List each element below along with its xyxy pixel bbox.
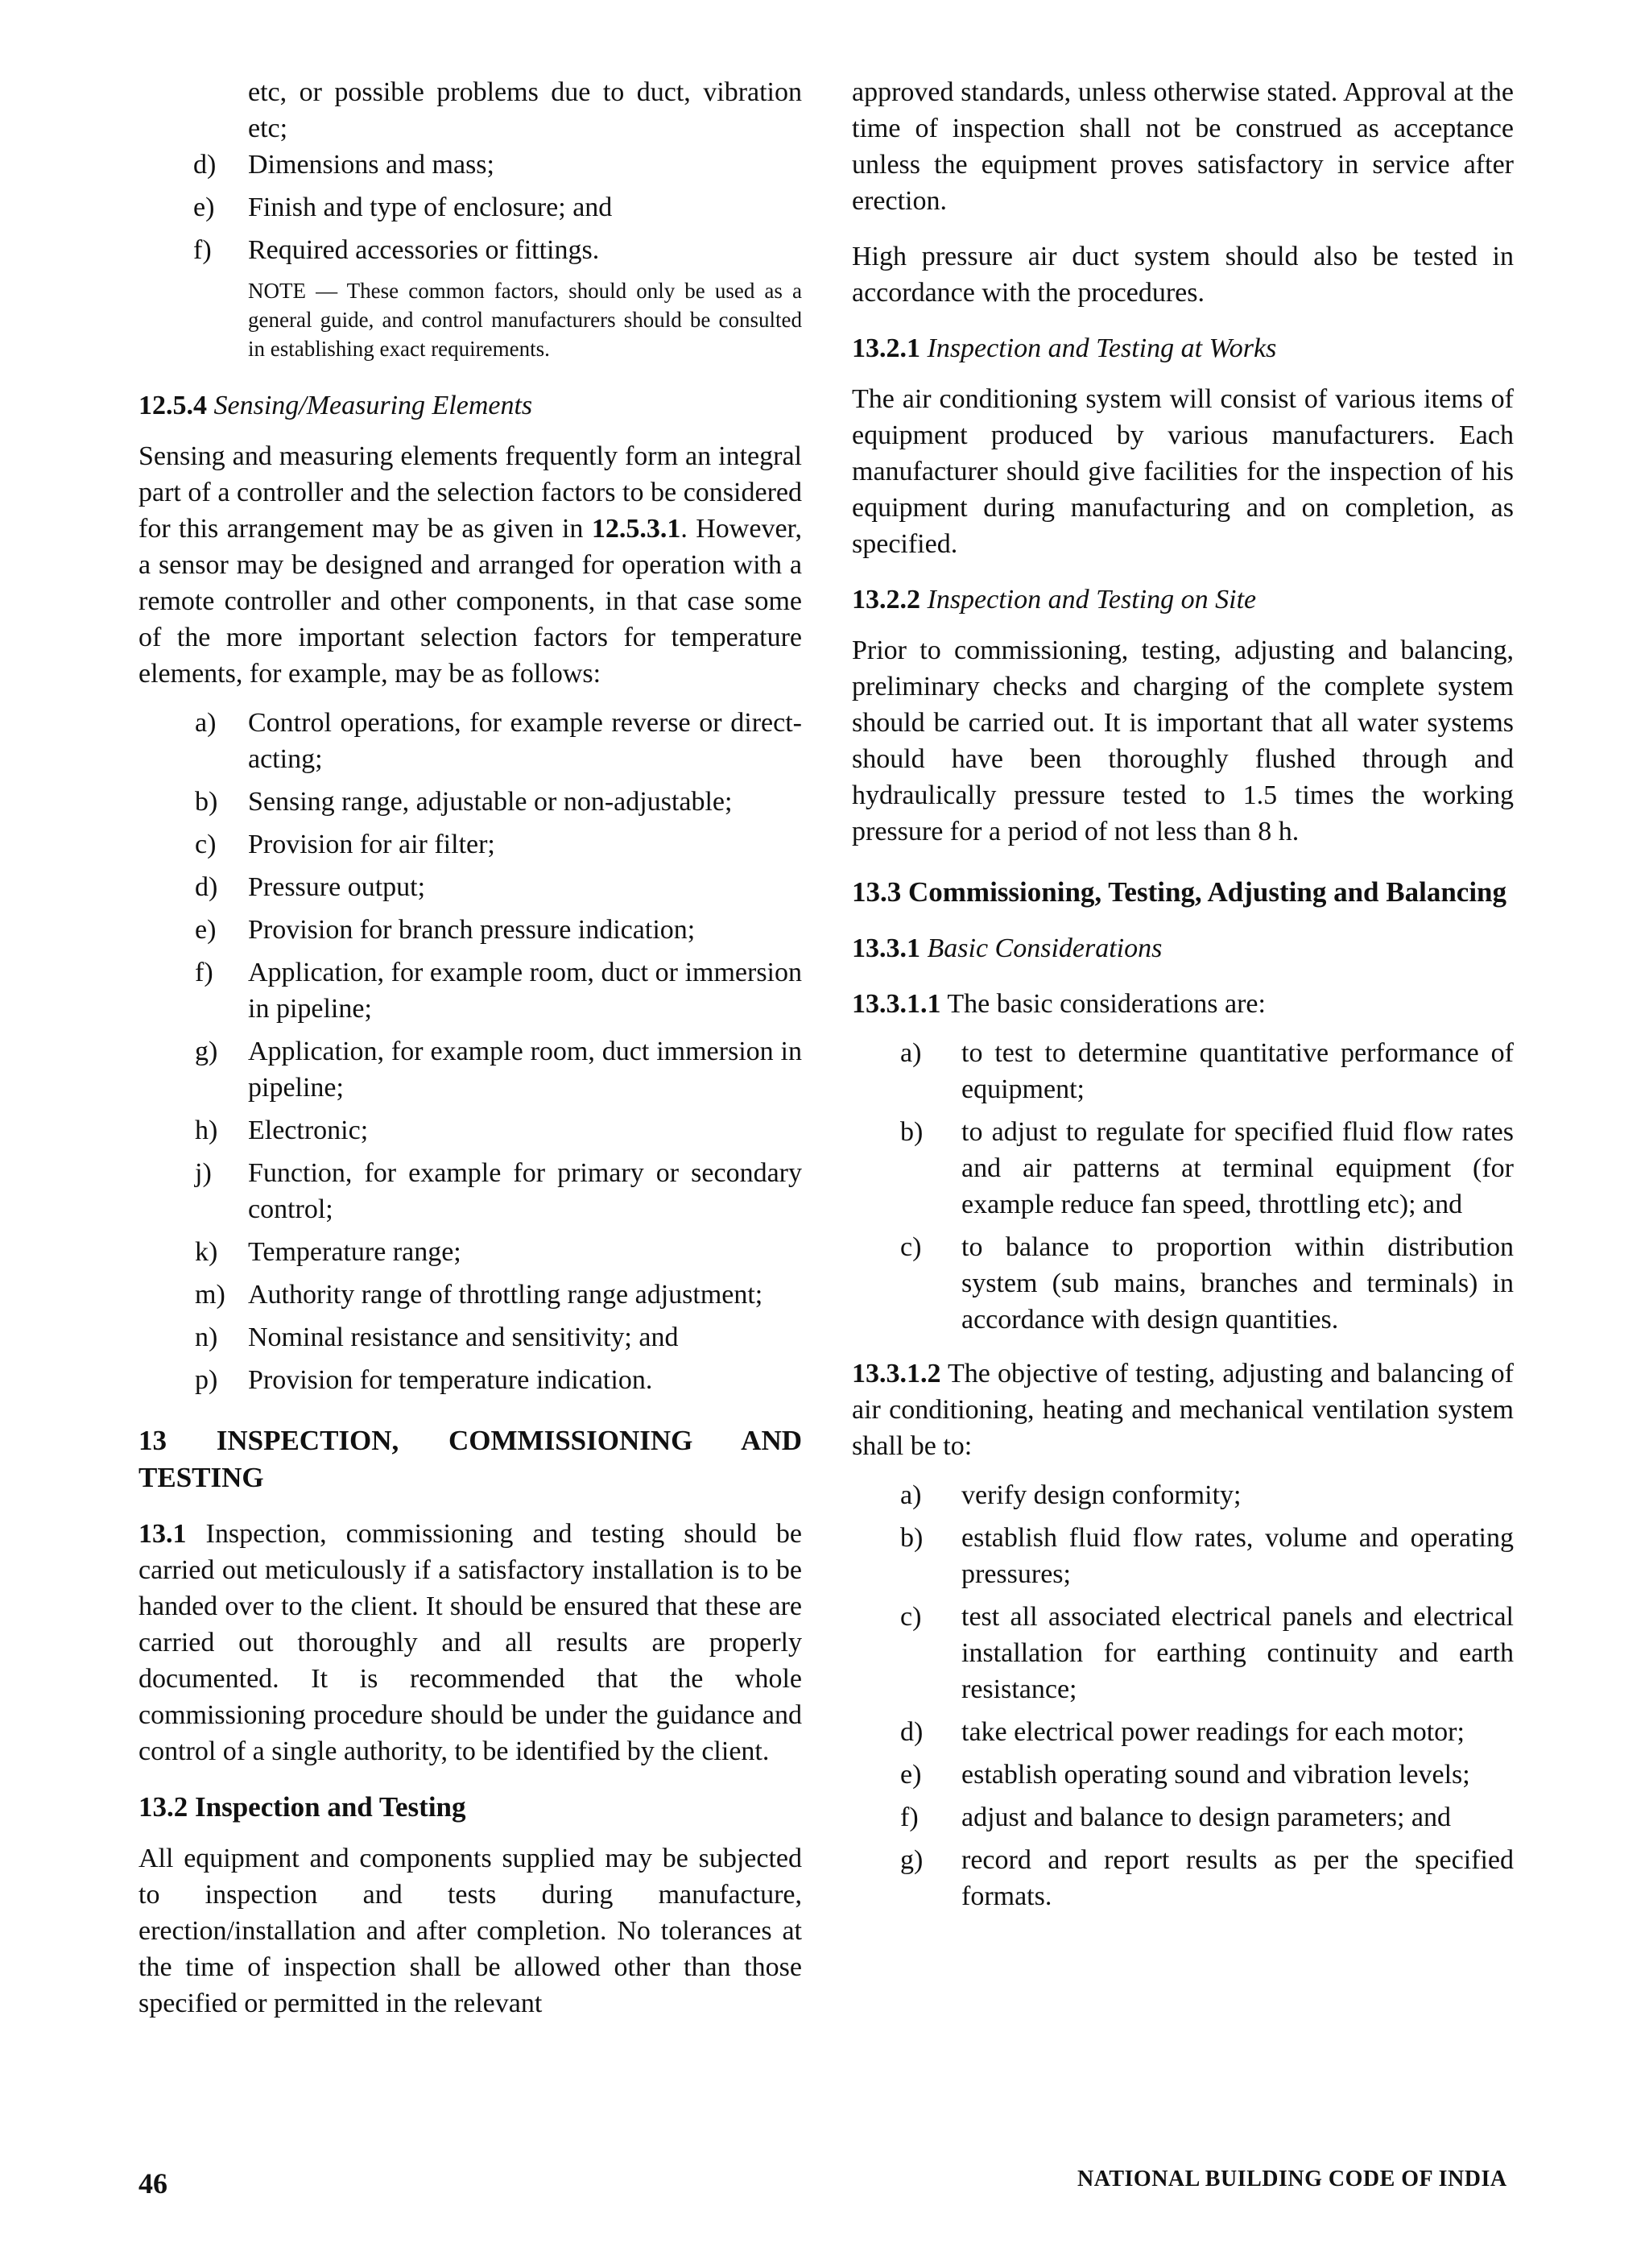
list-item-label: e) bbox=[900, 1760, 922, 1790]
continuation-paragraph: approved standards, unless otherwise stated. Approval at the time of inspection shall not be construed as acceptance unless the equipment proves satisfactory in service after erection. bbox=[852, 77, 1514, 216]
list-item-text: adjust and balance to design parameters; and bbox=[961, 1802, 1451, 1832]
list-item bbox=[138, 784, 802, 820]
list-item-text: Electronic; bbox=[248, 1115, 369, 1145]
list-item-text: establish operating sound and vibration levels; bbox=[961, 1760, 1470, 1790]
list-item bbox=[852, 1799, 1514, 1836]
list-item-text: Dimensions and mass; bbox=[248, 150, 494, 180]
list-item-text: to balance to proportion within distribution system (sub mains, branches and terminals) in accordance with design quantities. bbox=[961, 1232, 1514, 1335]
list-item bbox=[852, 1757, 1514, 1793]
list-item-label: c) bbox=[900, 1232, 922, 1262]
list-item-text: Required accessories or fittings. bbox=[248, 235, 600, 265]
list-item bbox=[138, 869, 802, 905]
list-item-label: f) bbox=[193, 235, 212, 265]
list-item-label: g) bbox=[195, 1037, 218, 1066]
list-item-text: take electrical power readings for each motor; bbox=[961, 1717, 1465, 1747]
list-item bbox=[852, 1229, 1514, 1338]
list-item-label: j) bbox=[195, 1158, 212, 1188]
factor-list-continued bbox=[138, 147, 802, 268]
list-item-label: n) bbox=[195, 1322, 218, 1352]
section-13-1-paragraph: 13.1 Inspection, commissioning and testing should be carried out meticulously if a satisfactory installation is to be handed over to the client. It should be ensured that these are carried out thoroughly and all results are properly documented. It is recommended that the whole commissioning procedure should be under the guidance and control of a single authority, to be identified by the client. bbox=[138, 1519, 802, 1766]
footer-title: NATIONAL BUILDING CODE OF INDIA bbox=[1077, 2167, 1507, 2191]
list-item-label: d) bbox=[900, 1717, 924, 1747]
list-item-label: a) bbox=[195, 708, 217, 738]
list-item bbox=[852, 1520, 1514, 1592]
list-item-label: a) bbox=[900, 1038, 922, 1068]
list-item-label: c) bbox=[900, 1602, 922, 1632]
objectives-list bbox=[852, 1477, 1514, 1914]
list-item bbox=[138, 189, 802, 226]
list-item-text: Provision for branch pressure indication; bbox=[248, 915, 696, 945]
section-12-5-4-paragraph: Sensing and measuring elements frequently form an integral part of a controller and the selection factors to be considered for this arrangement may be as given in 12.5.3.1. However, a sensor may be designed and arranged for operation with a remote controller and other components, in that case some of the more important selection factors for temperature elements, for example, may be as follows: bbox=[138, 441, 802, 689]
list-item-text: Provision for air filter; bbox=[248, 830, 495, 859]
section-13-3-heading: 13.3 Commissioning, Testing, Adjusting and Balancing bbox=[852, 876, 1507, 908]
right-column bbox=[852, 74, 1514, 1921]
list-item-text: Temperature range; bbox=[248, 1237, 461, 1267]
list-item-text: Application, for example room, duct or immersion in pipeline; bbox=[248, 958, 802, 1024]
list-item-text: establish fluid flow rates, volume and operating pressures; bbox=[961, 1523, 1514, 1589]
list-item-text: Finish and type of enclosure; and bbox=[248, 192, 613, 222]
list-item-label: f) bbox=[900, 1802, 919, 1832]
list-item-label: h) bbox=[195, 1115, 218, 1145]
list-item-text: verify design conformity; bbox=[961, 1480, 1242, 1510]
list-item bbox=[852, 1477, 1514, 1513]
list-item bbox=[138, 826, 802, 863]
section-13-3-1-heading: 13.3.1 Basic Considerations bbox=[852, 933, 1163, 963]
list-item-label: k) bbox=[195, 1237, 218, 1267]
list-item-text: Authority range of throttling range adjustment; bbox=[248, 1280, 763, 1310]
list-item bbox=[138, 1319, 802, 1355]
list-item-label: c) bbox=[195, 830, 217, 859]
list-item bbox=[138, 232, 802, 268]
list-item bbox=[138, 705, 802, 777]
list-item bbox=[138, 1362, 802, 1398]
section-13-heading: 13 INSPECTION, COMMISSIONING AND TESTING bbox=[138, 1425, 802, 1493]
list-item bbox=[138, 1234, 802, 1270]
list-item-text: Control operations, for example reverse or direct-acting; bbox=[248, 708, 802, 774]
list-item-label: d) bbox=[195, 872, 218, 902]
list-item-text: Sensing range, adjustable or non-adjustable; bbox=[248, 787, 733, 817]
list-item-text: Function, for example for primary or secondary control; bbox=[248, 1158, 802, 1224]
list-item-text: test all associated electrical panels and electrical installation for earthing continuity and earth resistance; bbox=[961, 1602, 1514, 1704]
list-item-label: g) bbox=[900, 1845, 924, 1875]
left-column bbox=[138, 74, 802, 2022]
section-12-5-4-heading: 12.5.4 Sensing/Measuring Elements bbox=[138, 391, 533, 420]
list-item-label: m) bbox=[195, 1280, 225, 1310]
list-item-label: f) bbox=[195, 958, 213, 987]
list-item bbox=[138, 912, 802, 948]
list-item-label: e) bbox=[195, 915, 217, 945]
list-item bbox=[852, 1114, 1514, 1223]
list-item bbox=[138, 1112, 802, 1148]
list-item-text: Pressure output; bbox=[248, 872, 426, 902]
section-13-2-1-heading: 13.2.1 Inspection and Testing at Works bbox=[852, 333, 1277, 363]
list-item-label: a) bbox=[900, 1480, 922, 1510]
high-pressure-paragraph: High pressure air duct system should also be tested in accordance with the procedures. bbox=[852, 242, 1514, 308]
list-item-label: b) bbox=[900, 1523, 924, 1553]
list-item-label: b) bbox=[900, 1117, 924, 1147]
list-item-label: d) bbox=[193, 150, 217, 180]
section-13-3-1-1-paragraph: 13.3.1.1 The basic considerations are: bbox=[852, 989, 1266, 1019]
section-13-2-2-paragraph: Prior to commissioning, testing, adjusting and balancing, preliminary checks and charging of the complete system should be carried out. It is important that all water systems should have been thoroughly flushed through and hydraulically pressure tested to 1.5 times the working pressure for a period of not less than 8 h. bbox=[852, 635, 1514, 846]
list-item-text: record and report results as per the specified formats. bbox=[961, 1845, 1514, 1911]
list-item-text: Nominal resistance and sensitivity; and bbox=[248, 1322, 679, 1352]
list-item bbox=[852, 1714, 1514, 1750]
list-item-label: e) bbox=[193, 192, 215, 222]
list-item bbox=[138, 1155, 802, 1227]
list-item-label: p) bbox=[195, 1365, 218, 1395]
list-item-text: to adjust to regulate for specified fluid flow rates and air patterns at terminal equipment (for example reduce fan speed, throttling etc); and bbox=[961, 1117, 1514, 1219]
list-item bbox=[138, 1033, 802, 1106]
list-item-text: Application, for example room, duct immersion in pipeline; bbox=[248, 1037, 802, 1103]
list-item bbox=[852, 1842, 1514, 1914]
list-item bbox=[852, 1035, 1514, 1107]
section-13-2-2-heading: 13.2.2 Inspection and Testing on Site bbox=[852, 585, 1257, 615]
section-13-2-paragraph: All equipment and components supplied may be subjected to inspection and tests during manufacture, erection/installation and after completion. No tolerances at the time of inspection shall be allowed other than those specified or permitted in the relevant bbox=[138, 1844, 802, 2018]
note: NOTE — These common factors, should only be used as a general guide, and control manufacturers should be consulted in establishing exact requirements. bbox=[248, 279, 802, 361]
list-item bbox=[138, 1277, 802, 1313]
sensor-factor-list bbox=[138, 705, 802, 1398]
list-item-text: to test to determine quantitative performance of equipment; bbox=[961, 1038, 1514, 1104]
list-item-label: b) bbox=[195, 787, 218, 817]
list-item bbox=[138, 954, 802, 1027]
section-13-3-1-2-paragraph: 13.3.1.2 The objective of testing, adjusting and balancing of air conditioning, heating and mechanical ventilation system shall be to: bbox=[852, 1359, 1514, 1461]
continuation-text: etc, or possible problems due to duct, vibration etc; bbox=[248, 77, 802, 143]
section-13-2-heading: 13.2 Inspection and Testing bbox=[138, 1791, 466, 1823]
section-13-2-1-paragraph: The air conditioning system will consist of various items of equipment produced by various manufacturers. Each manufacturer should give facilities for the inspection of his equipment during manufacturing and on completion, as specified. bbox=[852, 384, 1514, 559]
list-item bbox=[138, 147, 802, 183]
list-item-text: Provision for temperature indication. bbox=[248, 1365, 653, 1395]
basic-considerations-list bbox=[852, 1035, 1514, 1338]
page-number: 46 bbox=[138, 2167, 167, 2200]
list-item bbox=[852, 1599, 1514, 1707]
